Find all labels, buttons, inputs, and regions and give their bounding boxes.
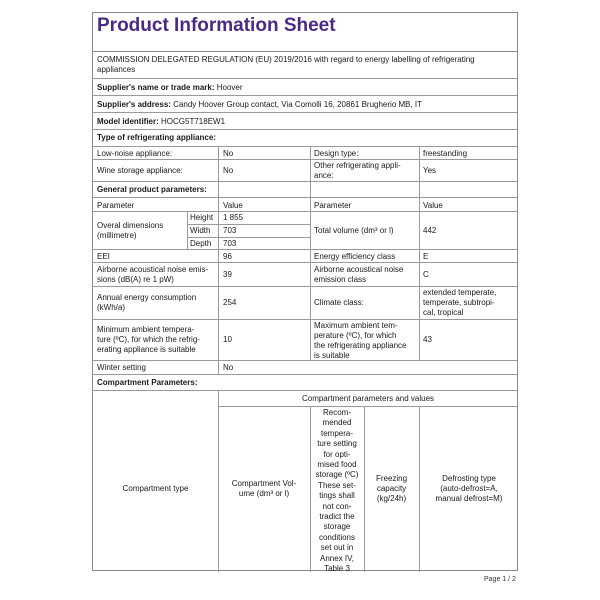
- width-label: Width: [190, 226, 211, 235]
- col-temperature-line: set out in: [320, 543, 354, 553]
- col-defrost-2: (auto-defrost=A,: [440, 484, 498, 493]
- min-ambient-value: 10: [223, 335, 232, 344]
- col-temperature-line: mised food: [317, 460, 357, 469]
- divider: [419, 146, 420, 360]
- col-defrost-1: Defrosting type: [442, 474, 496, 483]
- divider: [93, 95, 517, 96]
- page-number: Page 1 / 2: [484, 576, 516, 583]
- col-volume-1: Compartment Vol-: [231, 479, 297, 488]
- divider: [93, 129, 517, 130]
- noise-class-label-1: Airborne acoustical noise: [314, 265, 404, 274]
- climate-class-value-1: extended temperate,: [423, 288, 497, 297]
- supplier-address-label: Supplier's address:: [97, 100, 171, 109]
- col-temperature-line: storage (ºC): [315, 470, 359, 480]
- other-refrigerating-label-1: Other refrigerating appli-: [314, 161, 401, 170]
- divider: [93, 360, 517, 361]
- col-freezing-1: Freezing: [375, 474, 408, 483]
- divider: [93, 51, 517, 52]
- design-type-label: Design type:: [314, 149, 359, 158]
- energy-class-value: E: [423, 252, 429, 261]
- col-temperature-line: Table 3: [324, 564, 350, 573]
- col-volume-2: ume (dm³ or l): [238, 489, 290, 498]
- divider: [187, 237, 310, 238]
- type-heading: Type of refrigerating appliance:: [97, 133, 216, 142]
- max-ambient-label-2: perature (ºC), for which: [314, 331, 397, 340]
- dimensions-label-1: Overal dimensions: [97, 221, 164, 230]
- regulation-line-2: appliances: [97, 65, 136, 74]
- dimensions-label-2: (millimetre): [97, 231, 137, 240]
- annual-energy-value: 254: [223, 298, 237, 307]
- col-temperature-line: tings shall: [319, 491, 355, 501]
- other-refrigerating-value: Yes: [423, 166, 437, 175]
- header-parameter: Parameter: [97, 201, 135, 210]
- height-value: 1 855: [223, 213, 244, 222]
- header-value: Value: [223, 201, 243, 210]
- min-ambient-label-1: Minimum ambient tempera-: [97, 325, 195, 334]
- divider: [93, 181, 517, 182]
- col-temperature-line: tempera-: [320, 428, 353, 438]
- page-title: Product Information Sheet: [97, 15, 336, 36]
- divider: [93, 197, 517, 198]
- max-ambient-label-1: Maximum ambient tem-: [314, 321, 398, 330]
- wine-storage-label: Wine storage appliance:: [97, 166, 183, 175]
- depth-label: Depth: [190, 239, 212, 248]
- divider: [93, 249, 517, 250]
- height-label: Height: [190, 213, 214, 222]
- compartment-group-header: Compartment parameters and values: [301, 394, 435, 403]
- divider: [93, 286, 517, 287]
- regulation-line-1: COMMISSION DELEGATED REGULATION (EU) 2019/2016 with regard to energy labelling of refrigerating: [97, 55, 475, 64]
- col-temperature-line: Annex IV,: [320, 553, 354, 563]
- low-noise-label: Low-noise appliance:: [97, 149, 173, 158]
- col-temperature-line: mended: [322, 418, 352, 428]
- model-identifier-label: Model identifier:: [97, 117, 159, 126]
- col-temperature-line: for opti-: [323, 449, 351, 459]
- supplier-address-value: Candy Hoover Group contact, Via Comolli 16, 20861 Brugherio MB, IT: [173, 100, 423, 109]
- climate-class-label: Climate class:: [314, 298, 364, 307]
- noise-emissions-label-1: Airborne acoustical noise emis-: [97, 265, 209, 274]
- divider: [218, 146, 219, 360]
- climate-class-value-2: temperate, subtropi-: [423, 298, 495, 307]
- energy-class-label: Energy efficiency class: [314, 252, 396, 261]
- noise-emissions-value: 39: [223, 270, 232, 279]
- compartment-heading: Compartment Parameters:: [97, 378, 198, 387]
- general-heading: General product parameters:: [97, 185, 207, 194]
- divider: [93, 78, 517, 79]
- divider: [310, 146, 311, 360]
- divider: [218, 406, 517, 407]
- col-temperature-line: ture setting: [317, 439, 357, 449]
- total-volume-value: 442: [423, 226, 437, 235]
- other-refrigerating-label-2: ance:: [314, 171, 334, 180]
- col-compartment-type: Compartment type: [122, 484, 189, 493]
- eei-value: 96: [223, 252, 232, 261]
- max-ambient-label-4: is suitable: [314, 351, 350, 360]
- eei-label: EEI: [97, 252, 110, 261]
- col-temperature-line: Recom-: [322, 408, 351, 417]
- col-freezing-2: capacity: [376, 484, 407, 493]
- min-ambient-label-2: ture (ºC), for which the refrig-: [97, 335, 200, 344]
- total-volume-label: Total volume (dm³ or l): [314, 226, 394, 235]
- max-ambient-label-3: the refrigerating appliance: [314, 341, 407, 350]
- divider: [187, 211, 188, 249]
- col-temperature-line: storage: [323, 522, 351, 532]
- wine-storage-value: No: [223, 166, 234, 175]
- depth-value: 703: [223, 239, 237, 248]
- noise-emissions-label-2: sions (dB(A) re 1 pW): [97, 275, 174, 284]
- product-information-sheet: [92, 12, 518, 571]
- supplier-name-value: Hoover: [216, 83, 243, 92]
- divider: [93, 159, 517, 160]
- min-ambient-label-3: erating appliance is suitable: [97, 345, 196, 354]
- col-temperature-line: tradict the: [319, 512, 355, 521]
- annual-energy-label-2: (kWh/a): [97, 303, 125, 312]
- divider: [93, 262, 517, 263]
- divider: [93, 390, 517, 391]
- header-value-2: Value: [423, 201, 443, 210]
- divider: [218, 360, 219, 374]
- col-temperature-line: not con-: [322, 501, 352, 511]
- winter-setting-label: Winter setting: [97, 363, 146, 372]
- width-value: 703: [223, 226, 237, 235]
- winter-setting-value: No: [223, 363, 234, 372]
- divider: [93, 211, 517, 212]
- divider: [93, 112, 517, 113]
- col-freezing-3: (kg/24h): [376, 494, 407, 503]
- max-ambient-value: 43: [423, 335, 432, 344]
- low-noise-value: No: [223, 149, 234, 158]
- model-identifier-value: HOCG5T718EW1: [161, 117, 226, 126]
- annual-energy-label-1: Annual energy consumption: [97, 293, 197, 302]
- supplier-name-label: Supplier's name or trade mark:: [97, 83, 215, 92]
- noise-class-value: C: [423, 270, 429, 279]
- divider: [93, 374, 517, 375]
- climate-class-value-3: cal, tropical: [423, 308, 464, 317]
- divider: [93, 146, 517, 147]
- design-type-value: freestanding: [423, 149, 468, 158]
- header-parameter-2: Parameter: [314, 201, 352, 210]
- divider: [93, 319, 517, 320]
- col-defrost-3: manual defrost=M): [435, 494, 503, 503]
- divider: [187, 224, 310, 225]
- col-temperature-line: conditions: [318, 532, 356, 542]
- col-temperature-line: These set-: [318, 480, 356, 490]
- noise-class-label-2: emission class: [314, 275, 367, 284]
